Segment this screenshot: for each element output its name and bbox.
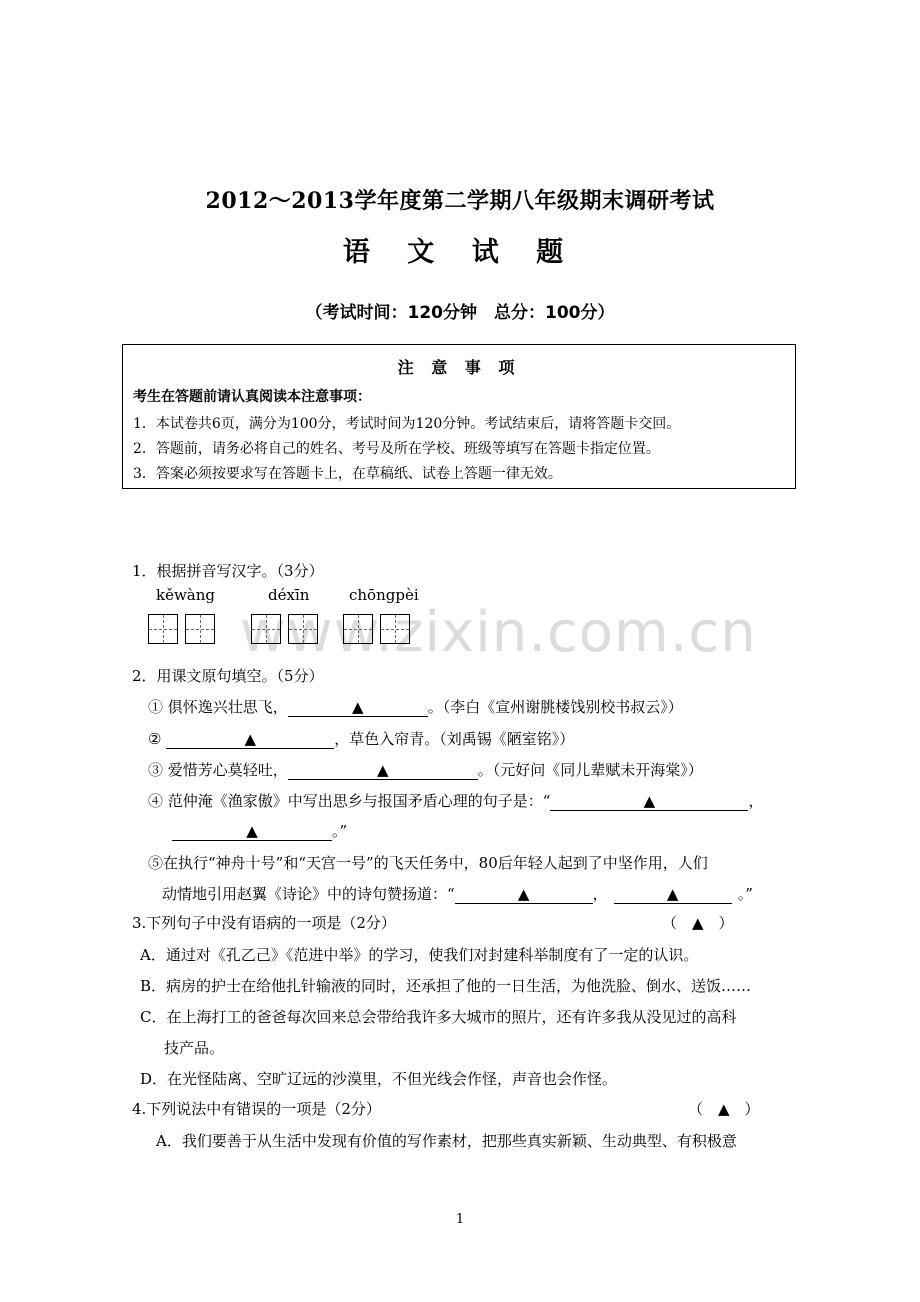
page-number: 1 (455, 1212, 465, 1227)
answer-box[interactable] (185, 614, 215, 644)
pinyin: déxīn (268, 586, 310, 604)
line-punct: 。” (332, 822, 348, 840)
answer-blank[interactable]: ▲ (288, 761, 478, 780)
answer-blank[interactable]: ▲ (614, 885, 732, 904)
line-source: ，草色入帘青。（刘禹锡《陋室铭》） (334, 730, 575, 748)
option-b: B．病房的护士在给他扎针输液的同时，还承担了他的一日生活，为他洗脸、倒水、送饭…… (140, 977, 752, 995)
notice-intro: 考生在答题前请认真阅读本注意事项： (133, 389, 371, 405)
notice-box (122, 344, 796, 489)
pinyin: kěwàng (156, 586, 216, 604)
answer-blank[interactable]: ▲ (166, 730, 334, 749)
question-3-stem: 3.下列句子中没有语病的一项是（2分） (132, 914, 396, 932)
answer-blank[interactable]: ▲ (455, 885, 593, 904)
option-a: A．通过对《孔乙己》《范进中举》的学习，使我们对封建科举制度有了一定的认识。 (140, 946, 699, 964)
line-punct: ， (748, 792, 764, 810)
answer-boxes (148, 614, 428, 646)
question-2-stem: 2．用课文原句填空。（5分） (132, 667, 324, 685)
option-c-cont: 技产品。 (164, 1039, 225, 1057)
option-a: A．我们要善于从生活中发现有价值的写作素材，把那些真实新颖、生动典型、有积极意 (156, 1132, 737, 1150)
answer-box[interactable] (343, 614, 373, 644)
answer-box[interactable] (288, 614, 318, 644)
line-punct: ， (592, 885, 608, 903)
watermark: www.zixin.com.cn (240, 600, 757, 665)
line-source: 。（李白《宣州谢朓楼饯别校书叔云》） (427, 698, 683, 716)
question-2-line-2 (148, 728, 574, 749)
line-text: ② (148, 730, 167, 748)
question-2-line-5b (162, 883, 753, 904)
line-source: 。（元好问《同儿辈赋未开海棠》） (477, 761, 703, 779)
answer-box[interactable] (148, 614, 178, 644)
notice-title: 注 意 事 项 (397, 358, 521, 377)
line-text: ④ 范仲淹《渔家傲》中写出思乡与报国矛盾心理的句子是：“ (148, 792, 551, 810)
option-c: C．在上海打工的爸爸每次回来总会带给我许多大城市的照片，还有许多我从没见过的高科 (140, 1008, 737, 1026)
answer-blank[interactable]: ▲ (288, 698, 428, 717)
answer-paren[interactable]: （ ▲ ） (662, 914, 734, 932)
exam-title: 2012～2013学年度第二学期八年级期末调研考试 (205, 188, 715, 214)
notice-item: 1．本试卷共6页，满分为100分，考试时间为120分钟。考试结束后，请将答题卡交回。 (133, 416, 681, 432)
answer-paren[interactable]: （ ▲ ） (688, 1100, 760, 1118)
answer-box[interactable] (380, 614, 410, 644)
line-punct: 。” (737, 885, 753, 903)
question-2-line-3 (148, 759, 703, 780)
question-4-stem: 4.下列说法中有错误的一项是（2分） (132, 1100, 381, 1118)
question-1-stem: 1．根据拼音写汉字。（3分） (132, 562, 324, 580)
line-text: ③ 爱惜芳心莫轻吐， (148, 761, 288, 779)
pinyin: chōngpèi (349, 586, 419, 604)
question-2-line-4 (148, 790, 763, 811)
line-text: ① 俱怀逸兴壮思飞， (148, 698, 288, 716)
option-d: D．在光怪陆离、空旷辽远的沙漠里，不但光线会作怪，声音也会作怪。 (140, 1070, 618, 1088)
subject-title: 语 文 试 题 (342, 237, 578, 268)
answer-blank[interactable]: ▲ (550, 792, 748, 811)
line-text: 动情地引用赵翼《诗论》中的诗句赞扬道：“ (162, 885, 455, 903)
question-2-line-5: ⑤在执行“神舟十号”和“天宫一号”的飞天任务中，80后年轻人起到了中坚作用，人们 (148, 854, 708, 872)
notice-item: 3．答案必须按要求写在答题卡上，在草稿纸、试卷上答题一律无效。 (133, 466, 562, 482)
question-2-line-1 (148, 696, 683, 717)
answer-box[interactable] (251, 614, 281, 644)
notice-item: 2．答题前，请务必将自己的姓名、考号及所在学校、班级等填写在答题卡指定位置。 (133, 441, 660, 457)
answer-blank[interactable]: ▲ (172, 822, 332, 841)
exam-meta: （考试时间：120分钟 总分：100分） (305, 303, 615, 323)
question-2-line-4b (172, 820, 347, 841)
